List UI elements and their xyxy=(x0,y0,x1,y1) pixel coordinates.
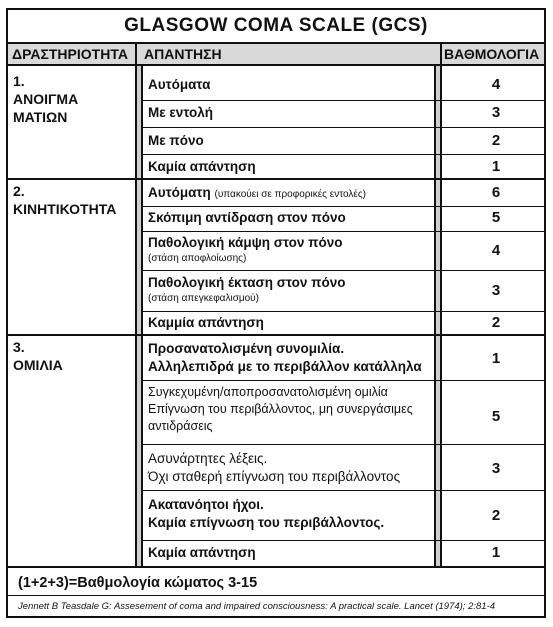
group-motor xyxy=(13,182,116,218)
score-cell: 3 xyxy=(491,282,501,299)
response-cell xyxy=(148,184,366,204)
score-cell: 5 xyxy=(491,209,501,226)
response-sub: (στάση αποφλοίωσης) xyxy=(148,253,247,264)
response-line: Προσανατολισμένη συνομιλία. xyxy=(148,341,345,356)
group-eye-opening xyxy=(13,72,123,126)
response-line: Ακατανόητοι ήχοι. xyxy=(148,497,264,512)
response-cell: Καμμία απάντηση xyxy=(148,315,264,330)
score-cell: 3 xyxy=(491,460,501,477)
row-divider xyxy=(141,154,544,155)
divider xyxy=(135,42,137,66)
divider xyxy=(440,42,442,66)
response-text: Παθολογική κάμψη στον πόνο xyxy=(148,235,343,250)
score-cell: 4 xyxy=(491,242,501,259)
divider xyxy=(141,66,143,566)
row-divider xyxy=(141,490,544,491)
response-cell: Με πόνο xyxy=(148,133,204,148)
response-cell: Καμία απάντηση xyxy=(148,159,256,174)
response-cell: Αυτόματα xyxy=(148,77,211,92)
score-cell: 1 xyxy=(491,350,501,367)
response-line: Καμία επίγνωση του περιβάλλοντος. xyxy=(148,515,385,530)
header-score: ΒΑΘΜΟΛΟΓΙΑ xyxy=(444,46,540,62)
total-score-line: (1+2+3)=Βαθμολογία κώματος 3-15 xyxy=(18,575,258,591)
row-divider xyxy=(141,270,544,271)
response-cell xyxy=(148,496,384,532)
group-name: ΚΙΝΗΤΙΚΟΤΗΤΑ xyxy=(13,201,117,217)
response-line: Ασυνάρτητες λέξεις. xyxy=(148,451,268,466)
group-name: ΟΜΙΛΙΑ xyxy=(13,357,63,373)
header-response: ΑΠΑΝΤΗΣΗ xyxy=(144,46,222,62)
header-row xyxy=(8,42,544,66)
score-cell: 1 xyxy=(491,544,501,561)
row-divider xyxy=(141,311,544,312)
group-number: 3. xyxy=(13,339,25,355)
group-number: 2. xyxy=(13,183,25,199)
score-cell: 2 xyxy=(491,132,501,149)
row-divider xyxy=(141,444,544,445)
group-divider xyxy=(8,178,544,180)
response-line: Επίγνωση του περιβάλλοντος, μη συνεργάσιμες xyxy=(148,402,413,416)
row-divider xyxy=(8,595,544,596)
response-text: Παθολογική έκταση στον πόνο xyxy=(148,275,346,290)
row-divider xyxy=(141,206,544,207)
gcs-table xyxy=(6,8,546,618)
response-sub: (στάση απεγκεφαλισμού) xyxy=(148,293,259,304)
group-number: 1. xyxy=(13,73,25,89)
score-cell: 2 xyxy=(491,507,501,524)
row-divider xyxy=(141,380,544,381)
response-cell xyxy=(148,450,400,486)
response-line: Συγκεχυμένη/αποπροσανατολισμένη ομιλία xyxy=(148,385,388,399)
group-divider xyxy=(8,566,544,568)
header-activity: ΔΡΑΣΤΗΡΙΟΤΗΤΑ xyxy=(12,46,128,62)
row-divider xyxy=(141,127,544,128)
score-cell: 4 xyxy=(491,76,501,93)
divider xyxy=(440,66,442,566)
response-cell xyxy=(148,234,343,266)
citation: Jennett B Teasdale G: Assesement of coma and impaired consciousness: A practical scale. Lancet (1974); 2:81-4 xyxy=(18,601,496,612)
group-divider xyxy=(8,334,544,336)
response-text: Αυτόματη xyxy=(148,185,211,200)
score-cell: 5 xyxy=(491,408,501,425)
row-divider xyxy=(141,540,544,541)
score-cell: 1 xyxy=(491,158,501,175)
response-cell: Σκόπιμη αντίδραση στον πόνο xyxy=(148,210,346,225)
score-cell: 2 xyxy=(491,314,501,331)
table-title: GLASGOW COMA SCALE (GCS) xyxy=(124,15,428,36)
group-verbal xyxy=(13,338,63,374)
group-name: ΑΝΟΙΓΜΑ ΜΑΤΙΩΝ xyxy=(13,91,79,125)
score-cell: 3 xyxy=(491,104,501,121)
response-cell xyxy=(148,274,346,306)
divider xyxy=(434,66,436,566)
response-cell xyxy=(148,340,422,376)
response-note: (υπακούει σε προφορικές εντολές) xyxy=(214,189,367,200)
response-cell xyxy=(148,384,413,435)
response-cell: Με εντολή xyxy=(148,105,213,120)
response-line: Όχι σταθερή επίγνωση του περιβάλλοντος xyxy=(148,469,401,484)
response-line: αντιδράσεις xyxy=(148,419,213,433)
response-cell: Καμία απάντηση xyxy=(148,545,256,560)
row-divider xyxy=(141,100,544,101)
row-divider xyxy=(141,231,544,232)
score-cell: 6 xyxy=(491,184,501,201)
response-line: Αλληλεπιδρά με το περιβάλλον κατάλληλα xyxy=(148,359,422,374)
